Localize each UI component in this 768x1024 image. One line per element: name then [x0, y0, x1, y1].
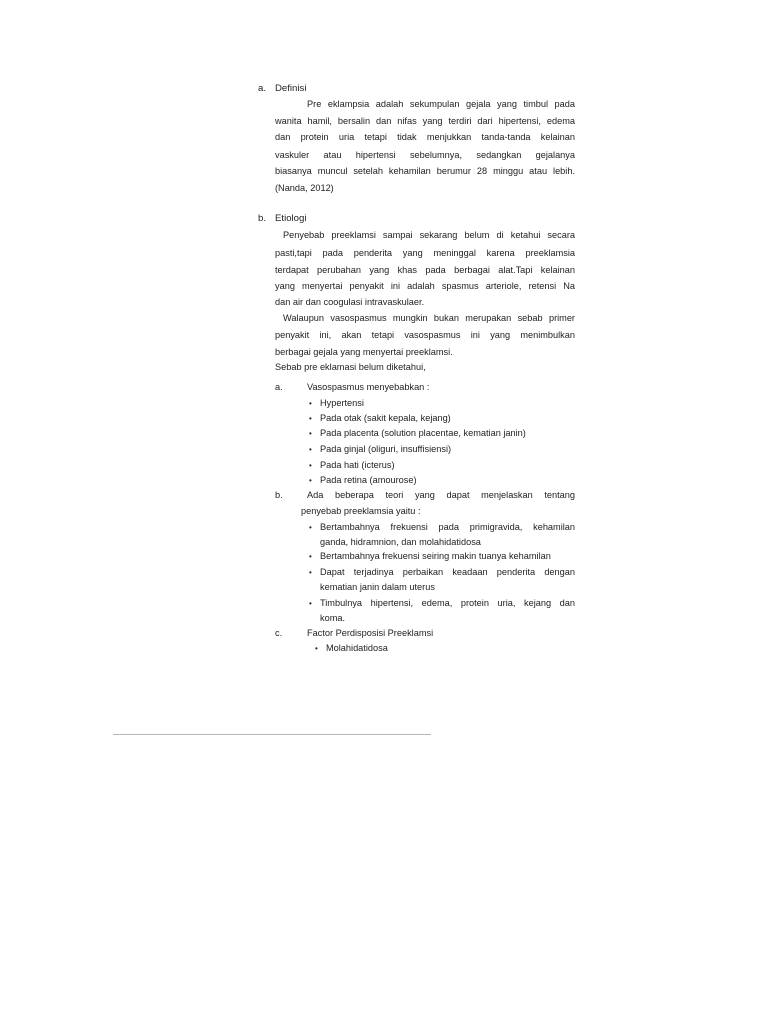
- paragraph-line: Walaupun vasospasmus mungkin bukan merupakan sebab primer: [283, 313, 575, 323]
- footnote-divider: [113, 734, 431, 735]
- list-item: Pada retina (amourose): [320, 475, 417, 485]
- list-item-continued: koma.: [320, 613, 346, 623]
- bullet-icon: •: [309, 445, 312, 454]
- list-item: Pada hati (icterus): [320, 460, 395, 470]
- list-item: Dapat terjadinya perbaikan keadaan penderita dengan: [320, 567, 575, 577]
- paragraph-line: dan air dan coogulasi intravaskulaer.: [275, 297, 425, 307]
- paragraph-line: biasanya muncul setelah kehamilan berumur 28 minggu atau lebih.: [275, 166, 575, 176]
- paragraph-line: berbagai gejala yang menyertai preeklamsi.: [275, 347, 453, 357]
- paragraph-line: terdapat perubahan yang khas pada berbagai alat.Tapi kelainan: [275, 265, 575, 275]
- paragraph-line: Penyebab preeklamsi sampai sekarang belum di ketahui secara: [283, 230, 575, 240]
- list-item: Hypertensi: [320, 398, 364, 408]
- section-title-definisi: Definisi: [275, 83, 307, 94]
- bullet-icon: •: [309, 476, 312, 485]
- bullet-icon: •: [309, 399, 312, 408]
- list-item: Molahidatidosa: [326, 643, 388, 653]
- bullet-icon: •: [309, 552, 312, 561]
- bullet-icon: •: [309, 461, 312, 470]
- list-item-continued: ganda, hidramnion, dan molahidatidosa: [320, 537, 481, 547]
- list-item: Pada ginjal (oliguri, insuffisiensi): [320, 444, 452, 454]
- paragraph-line: Pre eklampsia adalah sekumpulan gejala yang timbul pada: [307, 99, 575, 109]
- bullet-icon: •: [309, 523, 312, 532]
- subitem-heading: Factor Perdisposisi Preeklamsi: [307, 628, 434, 638]
- paragraph-line: yang menyertai penyakit ini adalah spasmus arteriole, retensi Na: [275, 281, 575, 291]
- list-item: Bertambahnya frekuensi pada primigravida, kehamilan: [320, 522, 575, 532]
- subitem-heading: Ada beberapa teori yang dapat menjelaskan tentang: [307, 490, 575, 500]
- list-item-continued: kematian janin dalam uterus: [320, 582, 435, 592]
- paragraph-line: dan protein uria tetapi tidak menjukkan tanda-tanda kelainan: [275, 132, 575, 142]
- bullet-icon: •: [309, 429, 312, 438]
- paragraph-line: vaskuler atau hipertensi sebelumnya, sedangkan gejalanya: [275, 150, 575, 160]
- paragraph-line: Sebab pre eklamasi belum diketahui,: [275, 362, 426, 372]
- subitem-marker: b.: [275, 490, 283, 500]
- section-marker: a.: [258, 83, 267, 94]
- list-item: Timbulnya hipertensi, edema, protein uria, kejang dan: [320, 598, 575, 608]
- bullet-icon: •: [309, 414, 312, 423]
- list-item: Bertambahnya frekuensi seiring makin tuanya kehamilan: [320, 551, 551, 561]
- bullet-icon: •: [309, 599, 312, 608]
- section-title-etiologi: Etiologi: [275, 213, 307, 224]
- subitem-heading: Vasospasmus menyebabkan :: [307, 382, 430, 392]
- bullet-icon: •: [309, 568, 312, 577]
- subitem-marker: a.: [275, 382, 283, 392]
- section-marker: b.: [258, 213, 267, 224]
- bullet-icon: •: [315, 644, 318, 653]
- paragraph-line: wanita hamil, bersalin dan nifas yang terdiri dari hipertensi, edema: [275, 116, 575, 126]
- subitem-heading-continued: penyebab preeklamsia yaitu :: [301, 506, 421, 516]
- citation: (Nanda, 2012): [275, 183, 334, 193]
- subitem-marker: c.: [275, 628, 283, 638]
- list-item: Pada placenta (solution placentae, kematian janin): [320, 428, 526, 438]
- list-item: Pada otak (sakit kepala, kejang): [320, 413, 451, 423]
- paragraph-line: pasti,tapi pada penderita yang meninggal karena preeklamsia: [275, 248, 575, 258]
- paragraph-line: penyakit ini, akan tetapi vasospasmus ini yang menimbulkan: [275, 330, 575, 340]
